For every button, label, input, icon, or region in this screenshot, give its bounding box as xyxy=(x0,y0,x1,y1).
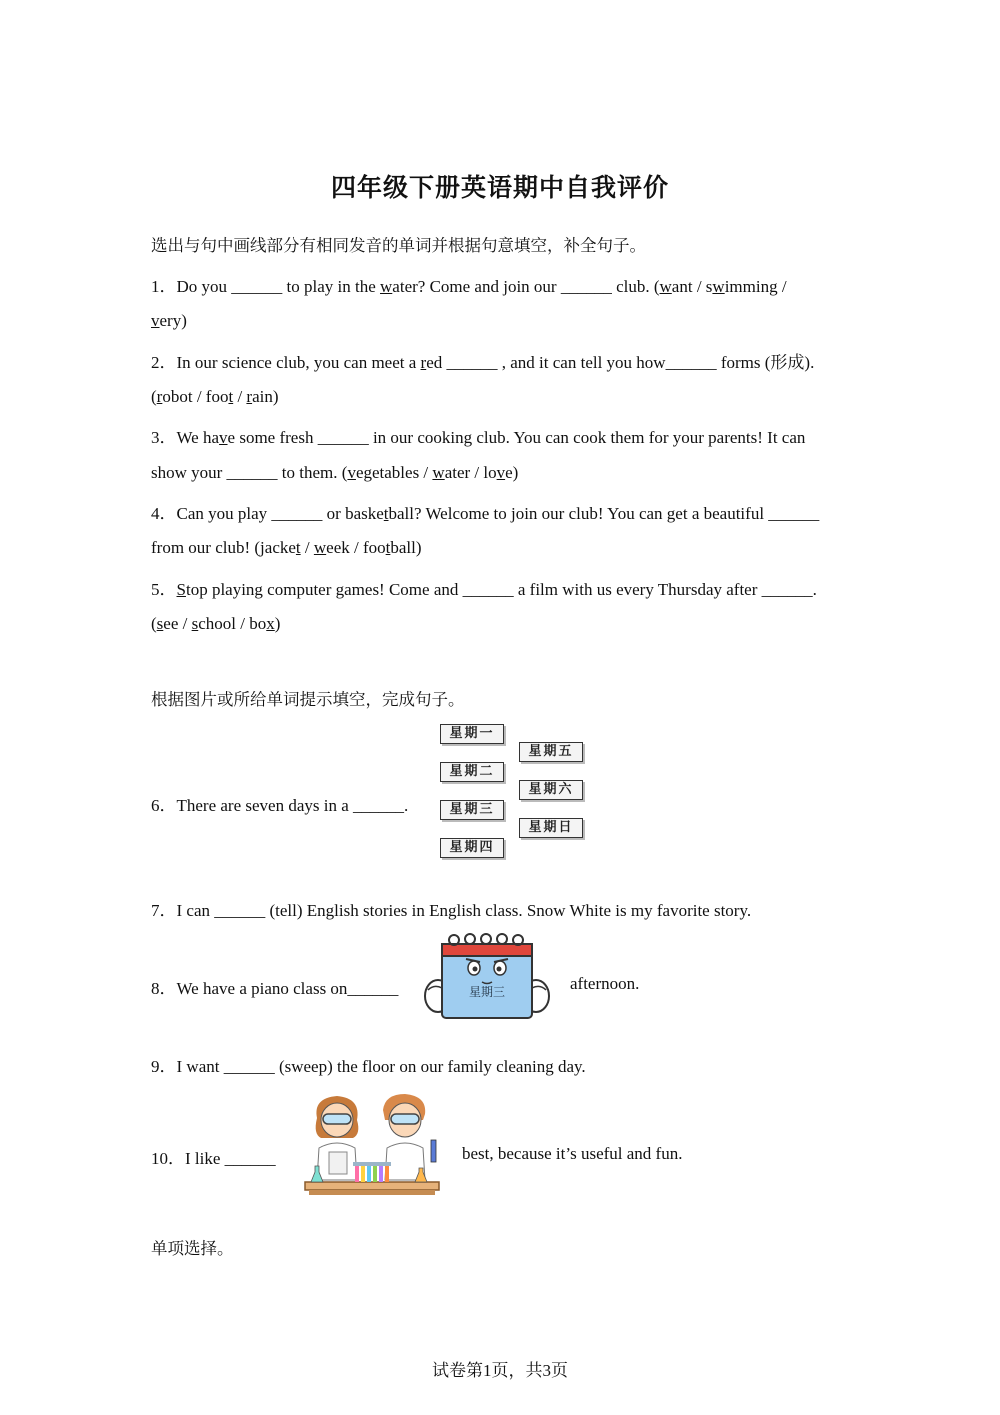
day-card-monday: 星期一 xyxy=(440,724,504,744)
question-6: 6．There are seven days in a ______. xyxy=(151,796,409,815)
question-8-tail: afternoon. xyxy=(570,974,640,993)
calendar-label: 星期三 xyxy=(468,985,505,999)
question-4-line1: 4．Can you play ______ or basketball? Welcome to join our club! You can get a beautiful ______ xyxy=(151,504,820,523)
question-5-line1: 5．Stop playing computer games! Come and ______ a film with us every Thursday after ______. xyxy=(151,580,817,599)
question-4-line2: from our club! (jacket / week / football) xyxy=(151,538,422,557)
day-card-tuesday: 星期二 xyxy=(440,762,504,782)
page-title: 四年级下册英语期中自我评价 xyxy=(330,173,669,202)
day-card-friday: 星期五 xyxy=(519,742,583,762)
question-3-line1: 3．We have some fresh ______ in our cooking club. You can cook them for your parents! It can xyxy=(151,428,806,447)
question-7: 7．I can ______ (tell) English stories in English class. Snow White is my favorite story. xyxy=(151,901,752,920)
day-card-sunday: 星期日 xyxy=(519,818,583,838)
science-kids-illustration xyxy=(303,1090,441,1198)
question-3-line2: show your ______ to them. (vegetables / water / love) xyxy=(151,463,519,482)
day-card-wednesday: 星期三 xyxy=(440,800,504,820)
section3-instruction: 单项选择。 xyxy=(151,1239,234,1258)
question-8: 8．We have a piano class on______ xyxy=(151,979,399,998)
calendar-illustration xyxy=(422,930,552,1025)
section2-instruction: 根据图片或所给单词提示填空，完成句子。 xyxy=(151,690,465,709)
question-9: 9．I want ______ (sweep) the floor on our family cleaning day. xyxy=(151,1057,586,1076)
section1-instruction: 选出与句中画线部分有相同发音的单词并根据句意填空，补全句子。 xyxy=(151,236,646,255)
calendar-icon xyxy=(422,930,552,1025)
question-2-line2: (robot / foot / rain) xyxy=(151,387,279,406)
question-1-line2: very) xyxy=(151,311,187,330)
question-10: 10．I like ______ xyxy=(151,1149,276,1168)
day-card-saturday: 星期六 xyxy=(519,780,583,800)
day-card-thursday: 星期四 xyxy=(440,838,504,858)
question-10-tail: best, because it’s useful and fun. xyxy=(462,1144,683,1163)
question-2-line1: 2．In our science club, you can meet a red ______ , and it can tell you how______ forms (形成). xyxy=(151,353,815,372)
question-1-line1: 1．Do you ______ to play in the water? Come and join our ______ club. (want / swimming / xyxy=(151,277,787,296)
question-5-line2: (see / school / box) xyxy=(151,614,281,633)
page-footer: 试卷第1页，共3页 xyxy=(432,1361,568,1380)
science-kids-icon xyxy=(303,1090,441,1198)
